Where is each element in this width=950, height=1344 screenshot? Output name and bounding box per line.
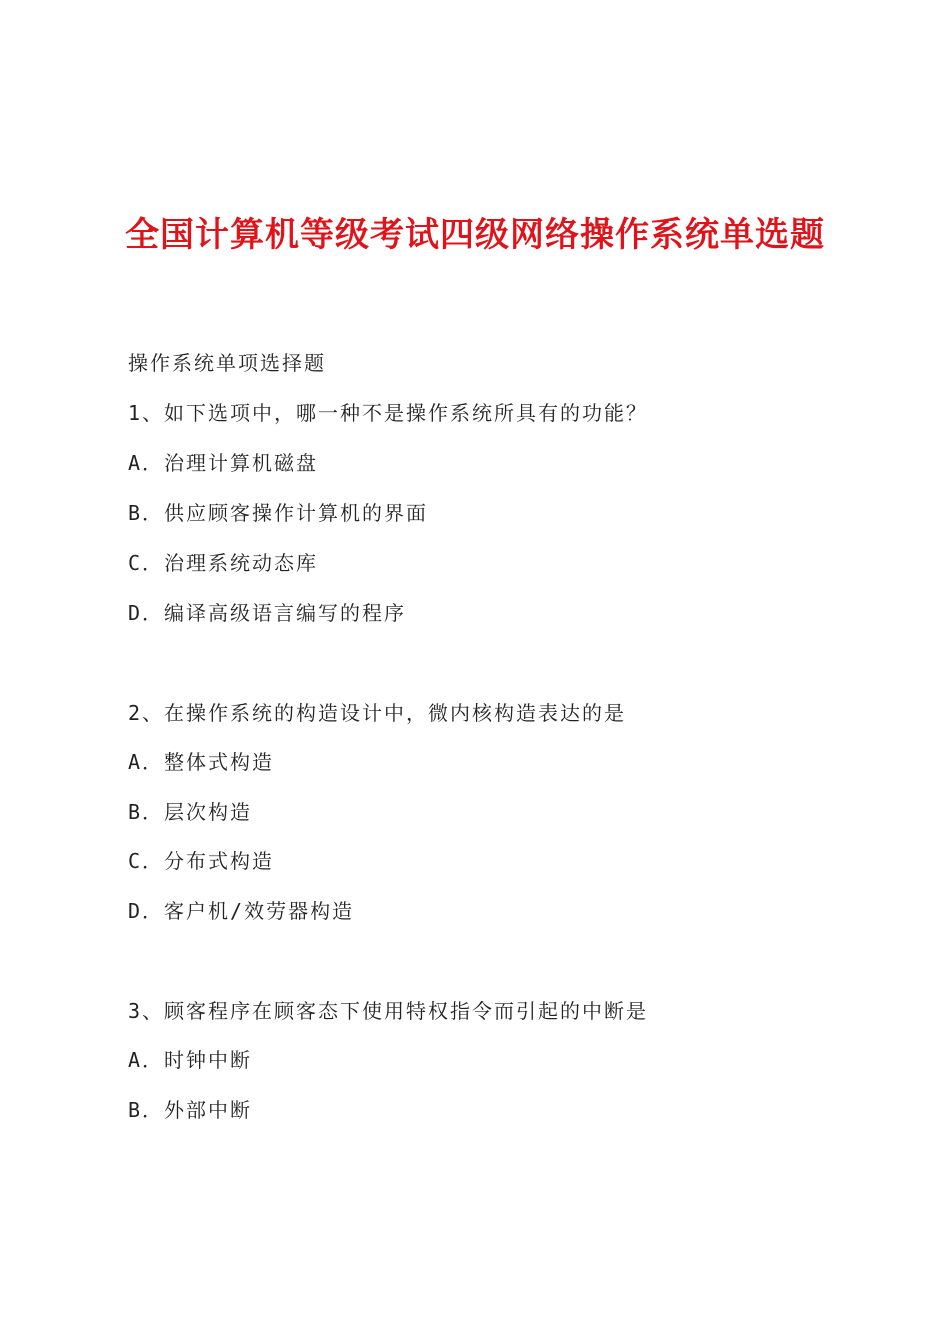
- question-1-option-c: C．治理系统动态库: [128, 551, 319, 575]
- question-1-option-a: A．治理计算机磁盘: [128, 451, 319, 475]
- question-2-option-d: D．客户机/效劳器构造: [128, 899, 355, 923]
- question-3-option-a: A．时钟中断: [128, 1048, 253, 1072]
- section-heading: 操作系统单项选择题: [128, 351, 326, 375]
- question-2-option-b: B．层次构造: [128, 800, 253, 824]
- question-3-option-b: B．外部中断: [128, 1098, 253, 1122]
- question-2-option-a: A．整体式构造: [128, 750, 275, 774]
- question-1-stem: 1、如下选项中，哪一种不是操作系统所具有的功能？: [128, 401, 649, 425]
- question-2-option-c: C．分布式构造: [128, 849, 275, 873]
- question-1-option-d: D．编译高级语言编写的程序: [128, 601, 407, 625]
- document-title: 全国计算机等级考试四级网络操作系统单选题: [125, 215, 825, 255]
- question-1-option-b: B．供应顾客操作计算机的界面: [128, 501, 429, 525]
- question-2-stem: 2、在操作系统的构造设计中，微内核构造表达的是: [128, 701, 627, 725]
- question-3-stem: 3、顾客程序在顾客态下使用特权指令而引起的中断是: [128, 999, 649, 1023]
